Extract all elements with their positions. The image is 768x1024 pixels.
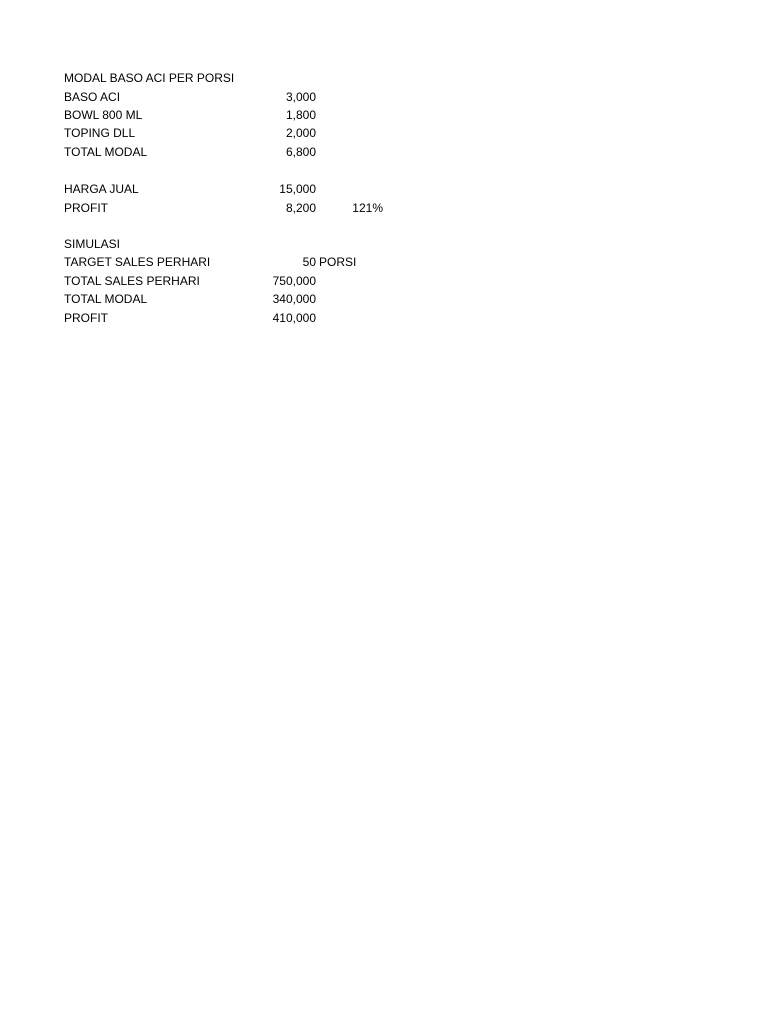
- cost-row-toping: [0, 124, 768, 142]
- target-sales-label: TARGET SALES PERHARI: [64, 255, 211, 269]
- cost-item-label: BOWL 800 ML: [64, 108, 143, 122]
- simulation-total-modal-label: TOTAL MODAL: [64, 292, 148, 306]
- price-row-profit: [0, 199, 768, 217]
- selling-price-label: HARGA JUAL: [64, 182, 139, 196]
- simulation-total-modal-value: 340,000: [272, 292, 316, 306]
- simulation-section-title: SIMULASI: [64, 237, 121, 251]
- cost-item-value: 1,800: [285, 108, 316, 122]
- target-sales-value: 50: [302, 255, 316, 269]
- profit-label: PROFIT: [64, 201, 108, 215]
- simulation-row-profit: [0, 309, 768, 327]
- simulation-title-row: [0, 235, 768, 253]
- total-sales-value: 750,000: [272, 274, 316, 288]
- cost-row-baso-aci: [0, 88, 768, 106]
- simulation-profit-value: 410,000: [272, 311, 316, 325]
- simulation-row-total-sales: [0, 272, 768, 290]
- profit-percentage: 121%: [352, 201, 383, 215]
- cost-item-label: BASO ACI: [64, 90, 121, 104]
- cost-section-title: MODAL BASO ACI PER PORSI: [64, 71, 235, 85]
- cost-title-row: [0, 69, 768, 87]
- cost-item-value: 2,000: [285, 126, 316, 140]
- simulation-profit-label: PROFIT: [64, 311, 108, 325]
- cost-row-bowl: [0, 106, 768, 124]
- cost-total-value: 6,800: [285, 145, 316, 159]
- cost-item-label: TOPING DLL: [64, 126, 136, 140]
- target-sales-unit: PORSI: [319, 255, 357, 269]
- cost-total-label: TOTAL MODAL: [64, 145, 148, 159]
- cost-row-total-modal: [0, 143, 768, 161]
- profit-value: 8,200: [285, 201, 316, 215]
- simulation-row-total-modal: [0, 290, 768, 308]
- cost-item-value: 3,000: [285, 90, 316, 104]
- total-sales-label: TOTAL SALES PERHARI: [64, 274, 200, 288]
- selling-price-value: 15,000: [279, 182, 316, 196]
- simulation-row-target: [0, 253, 768, 271]
- price-row-harga-jual: [0, 180, 768, 198]
